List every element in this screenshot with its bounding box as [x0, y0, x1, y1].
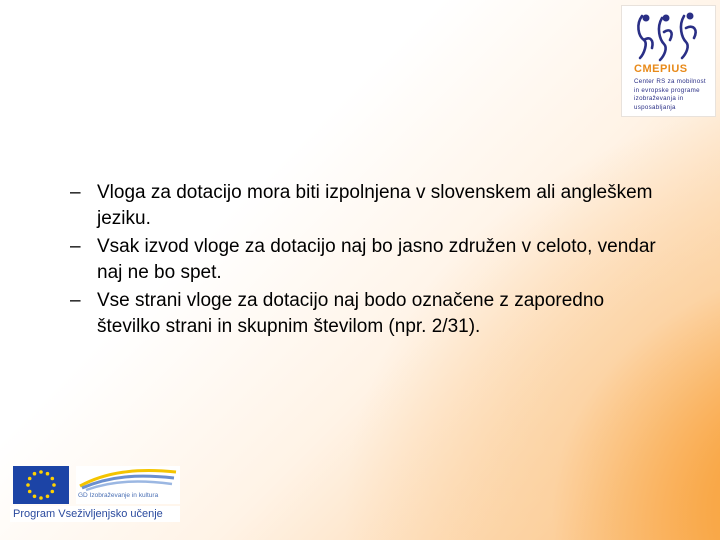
cmepius-logo	[621, 5, 716, 117]
bullet-text: Vsak izvod vloge za dotacijo naj bo jasno združen v celoto, vendar naj ne bo spet.	[97, 236, 656, 283]
swoosh-icon	[76, 466, 180, 492]
cmepius-subtitle-line: in evropske programe	[634, 86, 700, 94]
cmepius-subtitle-line: usposabljanja	[634, 103, 676, 111]
eu-flag-logo	[13, 466, 69, 504]
bullet-text: Vloga za dotacijo mora biti izpolnjena v slovenskem ali angleškem jeziku.	[97, 182, 653, 229]
cmepius-subtitle-line: izobraževanja in	[634, 95, 684, 102]
bullet-dash: –	[70, 290, 81, 311]
bullet-list	[70, 180, 670, 342]
bullet-dash: –	[70, 236, 81, 257]
bullet-dash: –	[70, 182, 81, 203]
bullet-text: Vse strani vloge za dotacijo naj bodo označene z zaporedno številko strani in skupnim številom (npr. 2/31).	[97, 290, 605, 337]
list-item	[70, 180, 670, 231]
list-item	[70, 288, 670, 339]
lifelong-learning-logo	[76, 466, 180, 504]
cmepius-subtitle-line: Center RS za mobilnost	[634, 78, 706, 85]
ll-tagline: GD Izobraževanje in kultura	[78, 492, 159, 499]
cmepius-subtitle	[634, 78, 716, 112]
list-item	[70, 234, 670, 285]
program-label: Program Vseživljenjsko učenje	[10, 506, 180, 522]
eu-stars-icon	[13, 466, 69, 504]
cmepius-brand: CMEPIUS	[634, 63, 688, 75]
cmepius-figures-icon	[634, 10, 704, 62]
